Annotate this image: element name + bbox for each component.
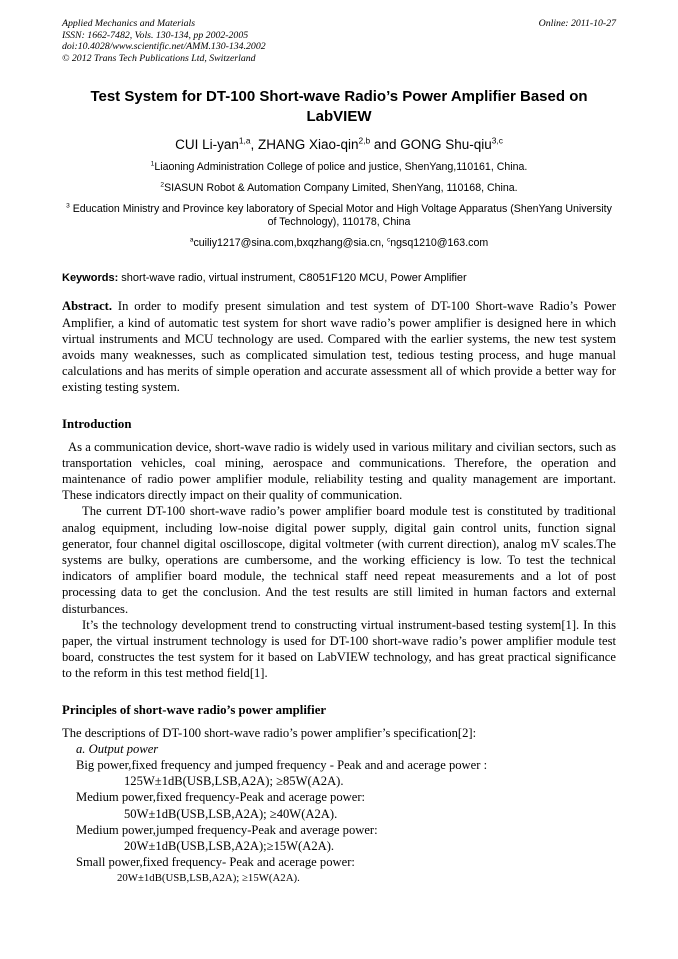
author-name: and GONG Shu-qiu$^{3,c}$ bbox=[370, 135, 503, 153]
abstract-text: In order to modify present simulation and test system of DT-100 Short-wave Radio’s Power Amplifier, a kind of automatic test system for short wave radio’s power amplifier is designed here in which virtual instruments and MCU technology are used. Compared with the earlier systems, the new test system avoids many weaknesses, such as complicated simulation test, tedious testing process, and huge manual calculations and has merits of simple operation and accurate assessment all of which provide a better way for existing testing system. bbox=[62, 299, 616, 395]
email-group-a: $^a$cuiliy1217@sina.com,bxqzhang@sia.cn, bbox=[189, 236, 387, 250]
spec-line-small-power: Small power,fixed frequency- Peak and acerage power: bbox=[76, 855, 355, 870]
email-group-c: $^c$ngsq1210@163.com bbox=[386, 236, 489, 250]
abstract-paragraph bbox=[62, 298, 616, 395]
doi-line: doi:10.4028/www.scientific.net/AMM.130-134.2002 bbox=[62, 41, 266, 53]
keywords-text: short-wave radio, virtual instrument, C8051F120 MCU, Power Amplifier bbox=[118, 272, 467, 285]
specification-list bbox=[62, 741, 616, 887]
online-date: Online: 2011-10-27 bbox=[538, 18, 616, 29]
affiliation-1: $^1$Liaoning Administration College of police and justice, ShenYang,110161, China. bbox=[150, 160, 528, 174]
affiliation-superscript: 3 bbox=[66, 202, 70, 210]
spec-value-medium-power-jumped: 20W±1dB(USB,LSB,A2A);≥15W(A2A). bbox=[124, 839, 335, 854]
authors-line bbox=[62, 136, 616, 153]
affiliation-superscript: 2 bbox=[160, 181, 165, 189]
keywords-label: Keywords: bbox=[62, 272, 119, 285]
emails-line bbox=[62, 237, 616, 250]
principles-heading: Principles of short-wave radio’s power amplifier bbox=[62, 702, 327, 717]
spec-line-medium-power-jumped: Medium power,jumped frequency-Peak and average power: bbox=[76, 822, 378, 837]
spec-line-medium-power-fixed: Medium power,fixed frequency-Peak and acerage power: bbox=[76, 790, 366, 805]
affiliation-2: $^2$SIASUN Robot & Automation Company Limited, ShenYang, 110168, China. bbox=[160, 181, 518, 195]
email-superscript: a bbox=[189, 236, 194, 244]
keywords-line bbox=[62, 271, 616, 285]
affiliation-3: $^3$ Education Ministry and Province key laboratory of Special Motor and High Voltage Apparatus (ShenYang University of Technology), 110178, China bbox=[66, 202, 612, 229]
issn-line: ISSN: 1662-7482, Vols. 130-134, pp 2002-2005 bbox=[62, 29, 249, 41]
spec-line-big-power: Big power,fixed frequency and jumped frequency - Peak and and acerage power : bbox=[76, 758, 488, 773]
author-name: CUI Li-yan$^{1,a}$ bbox=[175, 135, 251, 153]
author-superscript: 3,c bbox=[491, 135, 503, 146]
journal-title: Applied Mechanics and Materials bbox=[62, 18, 196, 29]
affiliation-superscript: 1 bbox=[150, 160, 155, 168]
introduction-paragraph-3: It’s the technology development trend to constructing virtual instrument-based testing system[1]. In this paper, the virtual instrument technology is used for DT-100 short-wave radio’s power amplifier module test board, constructes the test system for it based on LabVIEW technology, and has great practical significance to the reform in this test method field[1]. bbox=[62, 617, 616, 681]
author-superscript: 1,a bbox=[238, 135, 251, 146]
introduction-paragraph-1: As a communication device, short-wave radio is widely used in various military and civilian sectors, such as transportation vehicles, coal mining, aerospace and communications. Therefore, the operation and maintenance of radio power amplifier module, reliability testing and quality management are important. These indicators directly impact on their quality of communication. bbox=[62, 439, 616, 503]
spec-value-big-power: 125W±1dB(USB,LSB,A2A); ≥85W(A2A). bbox=[124, 774, 344, 789]
introduction-heading: Introduction bbox=[62, 416, 132, 431]
spec-line-output-power: a. Output power bbox=[76, 741, 159, 756]
author-superscript: 2,b bbox=[358, 135, 371, 146]
paper-title: Test System for DT-100 Short-wave Radio’s Power Amplifier Based on LabVIEW bbox=[90, 88, 588, 126]
email-superscript: c bbox=[386, 236, 391, 244]
copyright-line: © 2012 Trans Tech Publications Ltd, Switzerland bbox=[62, 52, 256, 64]
abstract-label: Abstract. bbox=[62, 299, 113, 314]
spec-value-medium-power-fixed: 50W±1dB(USB,LSB,A2A); ≥40W(A2A). bbox=[124, 806, 338, 821]
spec-value-small-power: 20W±1dB(USB,LSB,A2A); ≥15W(A2A). bbox=[117, 872, 300, 885]
journal-info-block bbox=[62, 18, 266, 64]
principles-intro: The descriptions of DT-100 short-wave radio’s power amplifier’s specification[2]: bbox=[62, 725, 477, 740]
author-name: , ZHANG Xiao-qin$^{2,b}$ bbox=[250, 135, 371, 153]
journal-header bbox=[62, 18, 616, 64]
introduction-paragraph-2: The current DT-100 short-wave radio’s power amplifier board module test is constituted by traditional analog equipment, including low-noise digital power supply, digital gain control units, function signal generator, four channel digital oscilloscope, digital voltmeter (with current direction), analog mV scales.The systems are bulky, operations are cumbersome, and the working efficiency is low. To test the technical indicators of amplifier board module, the technical staff need repeat measurements and a lot of post processing data to get the conclusion. And the test results are still limited in human factors and external disturbances. bbox=[62, 504, 616, 616]
